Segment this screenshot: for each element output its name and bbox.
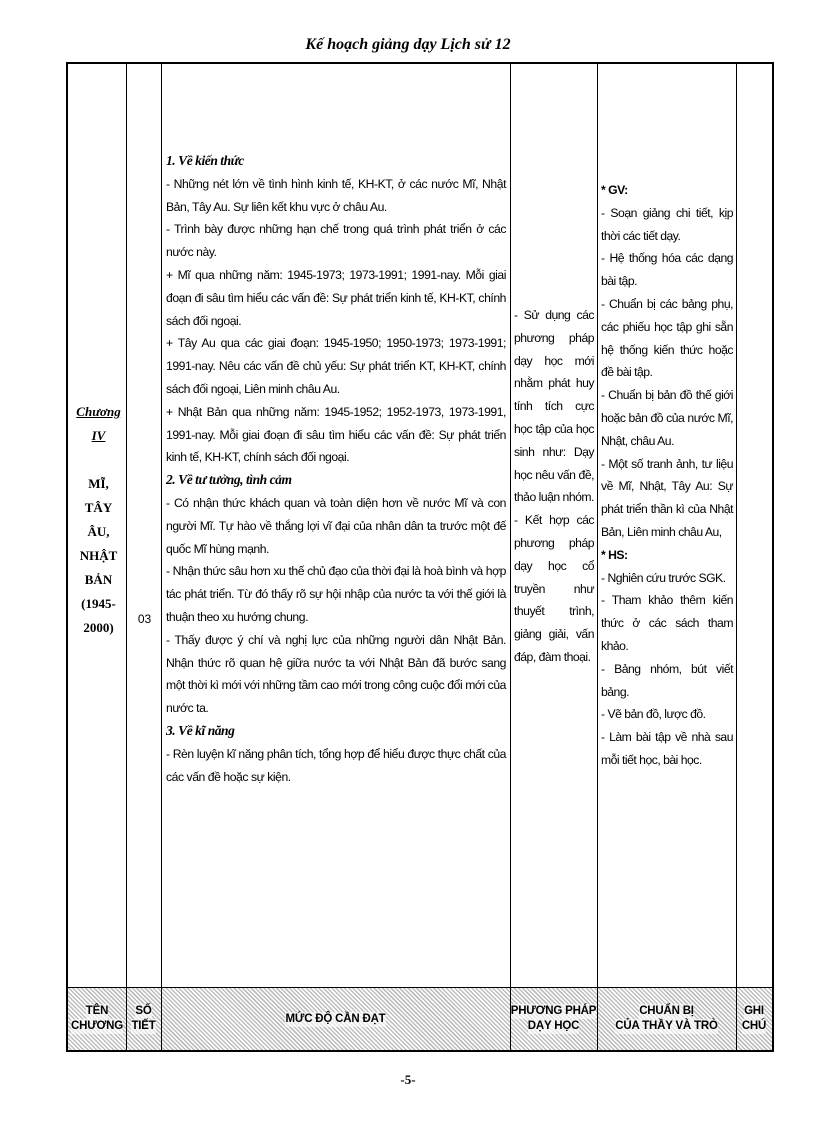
chapter-name-line: TÂY [84,500,113,515]
prep-heading: * GV: [601,183,628,197]
prep-item: - Chuẩn bị bản đồ thế giới hoặc bản đồ của nước Mĩ, Nhật, châu Au. [601,388,733,448]
chapter-name-line: NHẬT [79,548,118,563]
objective-paragraph: - Rèn luyện kĩ năng phân tích, tổng hợp để hiểu được thực chất của các vấn đề hoặc sự kiện. [166,746,506,784]
column-header-line: PHƯƠNG PHÁP [510,1005,597,1017]
periods-value: 03 [137,612,152,626]
prep-item: - Tham khảo thêm kiến thức ở các sách tham khảo. [601,593,733,653]
objective-paragraph: + Nhật Bản qua những năm: 1945-1952; 1952-1973, 1973-1991, 1991-nay. Mỗi giai đoạn đi sâu tìm hiểu các vấn đề: Sự phát triển kinh tế, KH-KT, chính sách đối ngoại. [166,404,506,465]
chapter-name-line: MĨ, [88,476,109,491]
section-heading: 2. Về tư tưởng, tình cảm [166,472,292,488]
chapter-cell [71,400,126,640]
chapter-name-line: (1945- [81,596,116,611]
prep-item: - Vẽ bản đồ, lược đồ. [601,707,706,722]
section-heading: 3. Về kĩ năng [166,722,235,738]
column-header-methods [510,990,597,1048]
method-paragraph: - Sử dụng các phương pháp dạy học mới nhằm phát huy tính tích cực học tập của học sinh như: Dạy học nêu vấn đề, thảo luận nhóm. [514,308,594,505]
chapter-label: Chương [76,404,121,419]
column-header-periods [126,990,161,1048]
chapter-name-line: 2000) [83,620,114,635]
page-number: -5- [400,1072,416,1087]
objective-paragraph: - Nhận thức sâu hơn xu thế chủ đạo của thời đại là hoà bình và hợp tác phát triển. Từ đó thấy rõ sự hội nhập của nước ta với thế giới là thuận theo xu hướng chung. [166,564,506,624]
objective-paragraph: - Có nhận thức khách quan và toàn diện hơn về nước Mĩ và con người Mĩ. Tự hào về thắng lợi vĩ đại của nhân dân ta trước một đế quốc Mĩ hùng mạnh. [166,495,506,556]
column-divider [736,64,737,1050]
prep-item: - Soạn giảng chi tiết, kịp thời các tiết dạy. [601,205,733,243]
column-header-line: SỐ [135,1005,152,1017]
column-header-line: CHƯƠNG [70,1020,123,1032]
column-header-objectives [161,990,510,1048]
chapter-name-line: BẢN [84,572,113,587]
column-divider [510,64,511,1050]
section-heading: 1. Về kiến thức [166,153,244,168]
column-header-chapter [68,990,126,1048]
column-divider [597,64,598,1050]
objective-paragraph: + Mĩ qua những năm: 1945-1973; 1973-1991; 1991-nay. Mỗi giai đoạn đi sâu tìm hiểu các vấn đề: Sự phát triển kinh tế, KH-KT, chính sách đối ngoại. [166,267,506,328]
column-header-line: CỦA THẦY VÀ TRÒ [615,1020,718,1032]
prep-heading: * HS: [601,547,628,562]
prep-item: - Hệ thống hóa các dạng bài tập. [601,251,733,289]
objective-paragraph: - Thấy được ý chí và nghị lực của những người dân Nhật Bản. Nhận thức rõ quan hệ giữa nước ta với Nhật Bản đã bước sang một thời kì mới với những tầm cao mới trong công cuộc đổi mới của nước ta. [166,632,506,716]
objectives-cell [166,150,506,788]
methods-cell [514,304,594,669]
column-header-line: MỨC ĐỘ CẦN ĐẠT [285,1012,386,1025]
objective-paragraph: - Trình bày được những hạn chế trong quá trình phát triển ở các nước này. [166,222,506,260]
column-header-line: CHUẨN BỊ [639,1005,694,1017]
column-header-preparation [597,990,736,1048]
objective-paragraph: - Những nét lớn về tình hình kinh tế, KH-KT, ở các nước Mĩ, Nhật Bản, Tây Au. Sự liên kết khu vực ở châu Au. [166,176,506,214]
header-row-divider [68,987,772,988]
prep-item: - Nghiên cứu trước SGK. [601,570,726,585]
column-divider [161,64,162,1050]
column-header-line: TÊN [85,1005,109,1017]
column-header-line: CHÚ [741,1020,767,1032]
column-header-line: DẠY HỌC [527,1020,580,1032]
column-header-line: TIẾT [131,1020,156,1032]
column-header-notes [736,990,772,1048]
column-divider [126,64,127,1050]
preparation-cell [601,179,733,772]
method-paragraph: - Kết hợp các phương pháp dạy học cổ truyền như thuyết trình, giảng giải, vấn đáp, đàm thoại. [514,513,594,664]
prep-item: - Bảng nhóm, bút viết bảng. [601,661,733,699]
chapter-name-line: ÂU, [87,524,110,539]
prep-item: - Chuẩn bị các bảng phụ, các phiếu học tập ghi sẵn hệ thống kiến thức hoặc đề bài tập. [601,296,733,380]
prep-item: - Làm bài tập về nhà sau mỗi tiết học, bài học. [601,730,733,767]
lesson-plan-table [66,62,774,1052]
chapter-number: IV [91,428,106,443]
column-header-line: GHI [744,1005,764,1017]
objective-paragraph: + Tây Au qua các giai đoạn: 1945-1950; 1950-1973; 1973-1991; 1991-nay. Nêu các vấn đề chủ yếu: Sự phát triển KT, KH-KT, chính sách đối ngoại, Liên minh châu Au. [166,336,506,396]
prep-item: - Một số tranh ảnh, tư liệu về Mĩ, Nhật, Tây Au: Sự phát triển thần kì của Nhật Bản, Liên minh châu Au, [601,456,733,539]
page-title: Kế hoạch giảng dạy Lịch sử 12 [305,36,511,53]
